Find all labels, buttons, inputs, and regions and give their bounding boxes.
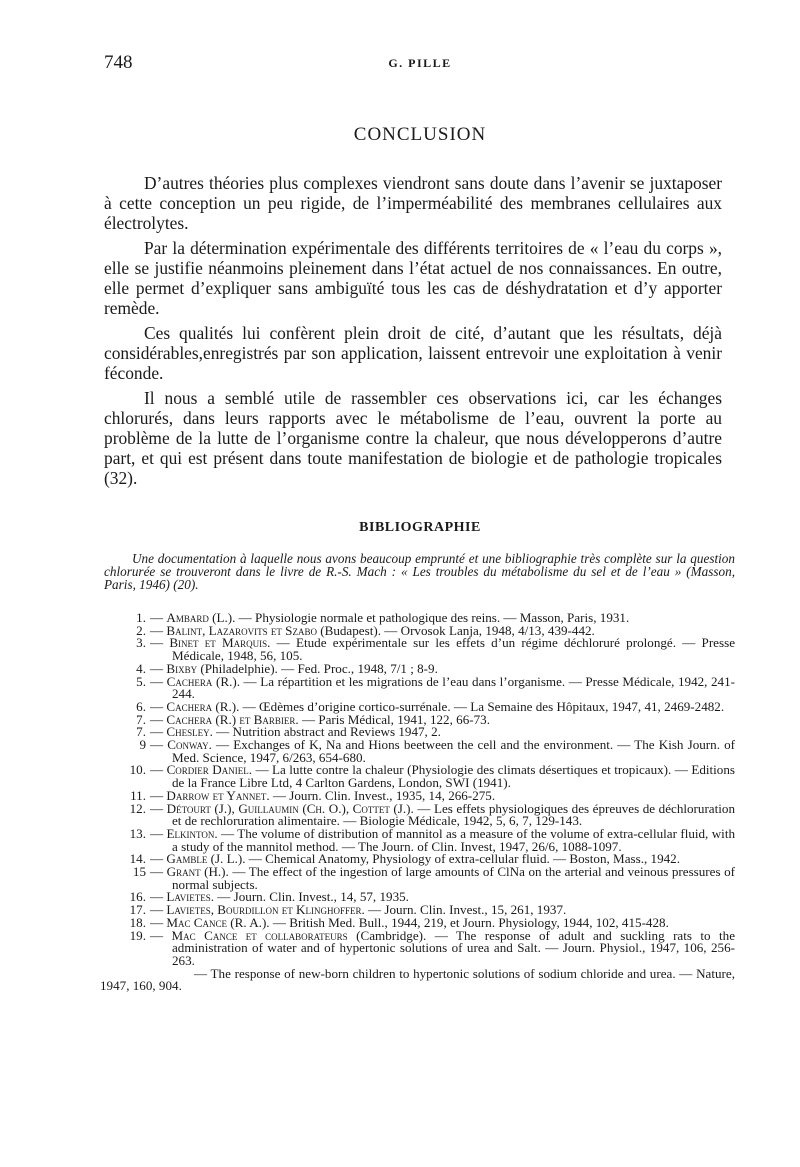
- reference-authors: Cachera (R.) et Barbier.: [166, 711, 299, 727]
- paragraph: Par la détermination expérimentale des différents territoires de « l’eau du corps », elle se justifie néanmoins pleinement dans l’état actuel de nos connaissances. En outre, elle permet d’expliquer sans ambiguïté tous les cas de déshydratation et d’y apporter remède.: [104, 238, 722, 318]
- reference-item: 13. — Elkinton. — The volume of distribution of mannitol as a measure of the volume of extra-cellular fluid, with a study of the mannitol method. — The Journ. of Clin. Invest, 1947, 26/6, 1088-1097.: [100, 828, 735, 853]
- reference-number: 5.: [136, 673, 146, 689]
- paragraph: D’autres théories plus complexes viendront sans doute dans l’avenir se juxtaposer à cette conception un peu rigide, de l’imperméabilité des membranes cellulaires aux électrolytes.: [104, 173, 722, 233]
- reference-text: — The effect of the ingestion of large amounts of ClNa on the arterial and veinous pressures of normal subjects.: [172, 864, 736, 892]
- reference-authors: Elkinton.: [166, 825, 218, 841]
- reference-authors: Détourt (J.), Guillaumin (Ch. O.), Cottet (J.).: [166, 800, 414, 816]
- section-title: CONCLUSION: [353, 124, 487, 145]
- reference-authors: Cachera (R.).: [166, 673, 240, 689]
- reference-item: 4. — Bixby (Philadelphie). — Fed. Proc., 1948, 7/1 ; 8-9.: [100, 663, 735, 676]
- reference-text: — Journ. Clin. Invest., 1935, 14, 266-275.: [269, 787, 496, 803]
- reference-item: 1. — Ambard (L.). — Physiologie normale et pathologique des reins. — Masson, Paris, 1931.: [100, 612, 735, 625]
- page-number: 748: [104, 52, 133, 73]
- reference-number: 6.: [136, 698, 146, 714]
- reference-number: 3.: [136, 635, 146, 651]
- reference-text: — Journ. Clin. Invest., 14, 57, 1935.: [213, 889, 409, 905]
- reference-text: (Philadelphie). — Fed. Proc., 1948, 7/1 ; 8-9.: [197, 660, 438, 676]
- reference-number: 12.: [129, 800, 146, 816]
- reference-number: 9: [139, 737, 146, 753]
- reference-authors: Binet et Marquis.: [169, 635, 271, 651]
- reference-text: — British Med. Bull., 1944, 219, et Journ. Physiology, 1944, 102, 415-428.: [269, 914, 669, 930]
- reference-item: 2. — Balint, Lazarovits et Szabo (Budapest). — Orvosok Lanja, 1948, 4/13, 439-442.: [100, 625, 735, 638]
- reference-authors: Mac Cance et collaborateurs: [171, 927, 348, 943]
- bibliography-intro: Une documentation à laquelle nous avons beaucoup emprunté et une bibliographie très complète sur la question chlorurée se trouveront dans le livre de R.-S. Mach : « Les troubles du métabolisme du sel et de l’eau » (Masson, Paris, 1946) (20).: [104, 551, 735, 592]
- reference-authors: Balint, Lazarovits et Szabo: [166, 622, 317, 638]
- reference-authors: Lavietes.: [166, 889, 214, 905]
- reference-text: — Les effets physiologiques des épreuves de déchloruration et de rechloruration alimentaire. — Biologie Médicale, 1942, 5, 6, 7, 129-143.: [172, 800, 735, 829]
- reference-number: 10.: [129, 762, 146, 778]
- reference-item: 10. — Cordier Daniel. — La lutte contre la chaleur (Physiologie des climats désertiques et tropicaux). — Editions de la France Libre Ltd, 4 Carlton Gardens, London, SWI (1941).: [100, 764, 735, 789]
- reference-number: 1.: [136, 610, 146, 625]
- reference-item: 11. — Darrow et Yannet. — Journ. Clin. Invest., 1935, 14, 266-275.: [100, 790, 735, 803]
- reference-item: 19. — Mac Cance et collaborateurs (Cambridge). — The response of adult and suckling rats to the administration of water and of hypertonic solutions of urea and Salt. — Journ. Physiol., 1947, 106, 256-263.: [100, 930, 735, 968]
- reference-item: 18. — Mac Cance (R. A.). — British Med. Bull., 1944, 219, et Journ. Physiology, 1944, 102, 415-428.: [100, 917, 735, 930]
- reference-text: — La répartition et les migrations de l’eau dans l’organisme. — Presse Médicale, 1942, 241-244.: [172, 673, 735, 702]
- reference-item: 15 — Grant (H.). — The effect of the ingestion of large amounts of ClNa on the arterial and veinous pressures of normal subjects.: [100, 866, 735, 891]
- reference-text: — Nutrition abstract and Reviews 1947, 2.: [212, 724, 441, 740]
- reference-authors: Lavietes, Bourdillon et Klinghoffer.: [166, 902, 365, 918]
- reference-text: — Etude expérimentale sur les effets d’un régime déchloruré prolongé. — Presse Médicale, 1948, 56, 105.: [172, 635, 735, 664]
- reference-text: — Paris Médical, 1941, 122, 66-73.: [298, 711, 490, 727]
- reference-authors: Ambard (L.).: [166, 610, 236, 625]
- reference-text: — Chemical Anatomy, Physiology of extra-cellular fluid. — Boston, Mass., 1942.: [245, 851, 680, 867]
- reference-continuation: — The response of new-born children to hypertonic solutions of sodium chloride and urea. — Nature, 1947, 160, 904.: [100, 965, 735, 994]
- reference-text: (Budapest). — Orvosok Lanja, 1948, 4/13, 439-442.: [316, 622, 595, 638]
- reference-item: 3. — Binet et Marquis. — Etude expérimentale sur les effets d’un régime déchloruré prolongé. — Presse Médicale, 1948, 56, 105.: [100, 637, 735, 662]
- reference-item: 7. — Cachera (R.) et Barbier. — Paris Médical, 1941, 122, 66-73.: [100, 714, 735, 727]
- reference-authors: Darrow et Yannet.: [166, 787, 270, 803]
- reference-number: 7.: [136, 724, 146, 740]
- reference-text: — The volume of distribution of mannitol as a measure of the volume of extra-cellular fluid, with a study of the mannitol method. — The Journ. of Clin. Invest, 1947, 26/6, 1088-1097.: [172, 825, 736, 854]
- paragraph: Il nous a semblé utile de rassembler ces observations ici, car les échanges chlorurés, dans leurs rapports avec le métabolisme de l’eau, ouvrent la porte au problème de la lutte de l’organisme contre la chaleur, que nous développerons d’autre part, et qui est présent dans toute manifestation de biologie et de pathologie tropicales (32).: [104, 388, 722, 488]
- reference-item: 16. — Lavietes. — Journ. Clin. Invest., 14, 57, 1935.: [100, 891, 735, 904]
- reference-number: 17.: [129, 902, 146, 918]
- reference-authors: Cachera (R.).: [166, 698, 240, 714]
- reference-number: 16.: [129, 889, 146, 905]
- reference-number: 19.: [129, 927, 146, 943]
- reference-text: — Physiologie normale et pathologique des reins. — Masson, Paris, 1931.: [235, 610, 630, 625]
- reference-number: 2.: [136, 622, 146, 638]
- reference-item: 6. — Cachera (R.). — Œdèmes d’origine cortico-surrénale. — La Semaine des Hôpitaux, 1947, 41, 2469-2482.: [100, 701, 735, 714]
- reference-item: 9 — Conway. — Exchanges of K, Na and Hions beetween the cell and the environment. — The Kish Journ. of Med. Science, 1947, 6/263, 654-680.: [100, 739, 735, 764]
- reference-authors: Cordier Daniel.: [166, 762, 252, 778]
- reference-item: 14. — Gamble (J. L.). — Chemical Anatomy, Physiology of extra-cellular fluid. — Boston, Mass., 1942.: [100, 853, 735, 866]
- reference-authors: Gamble (J. L.).: [166, 851, 246, 867]
- conclusion-body: [104, 173, 722, 493]
- reference-number: 7.: [136, 711, 146, 727]
- reference-text: — La lutte contre la chaleur (Physiologie des climats désertiques et tropicaux). — Editions de la France Libre Ltd, 4 Carlton Gardens, London, SWI (1941).: [172, 762, 735, 791]
- reference-list: [100, 612, 735, 993]
- paragraph: Ces qualités lui confèrent plein droit de cité, d’autant que les résultats, déjà considérables,enregistrés par son application, laissent entrevoir une exploitation à venir féconde.: [104, 323, 722, 383]
- reference-text: (Cambridge). — The response of adult and suckling rats to the administration of water and of hypertonic solutions of urea and Salt. — Journ. Physiol., 1947, 106, 256-263.: [172, 927, 735, 968]
- running-head: G. PILLE: [388, 56, 452, 70]
- reference-number: 11.: [130, 787, 146, 803]
- reference-number: 18.: [129, 914, 146, 930]
- reference-authors: Bixby: [166, 660, 198, 676]
- reference-number: 4.: [136, 660, 146, 676]
- reference-authors: Grant (H.).: [166, 864, 229, 880]
- reference-authors: Chesley.: [166, 724, 213, 740]
- reference-item: 17. — Lavietes, Bourdillon et Klinghoffer. — Journ. Clin. Invest., 15, 261, 1937.: [100, 904, 735, 917]
- reference-item: 12. — Détourt (J.), Guillaumin (Ch. O.), Cottet (J.). — Les effets physiologiques des épreuves de déchloruration et de rechloruration alimentaire. — Biologie Médicale, 1942, 5, 6, 7, 129-143.: [100, 803, 735, 828]
- reference-authors: Mac Cance (R. A.).: [166, 914, 270, 930]
- bibliography-title: BIBLIOGRAPHIE: [359, 520, 481, 535]
- reference-number: 15: [132, 864, 146, 880]
- reference-number: 13.: [129, 825, 146, 841]
- reference-text: — Journ. Clin. Invest., 15, 261, 1937.: [364, 902, 567, 918]
- reference-number: 14.: [129, 851, 146, 867]
- reference-item: 7. — Chesley. — Nutrition abstract and Reviews 1947, 2.: [100, 726, 735, 739]
- reference-text: — Œdèmes d’origine cortico-surrénale. — La Semaine des Hôpitaux, 1947, 41, 2469-2482.: [239, 698, 725, 714]
- reference-item: 5. — Cachera (R.). — La répartition et les migrations de l’eau dans l’organisme. — Presse Médicale, 1942, 241-244.: [100, 676, 735, 701]
- reference-text: — Exchanges of K, Na and Hions beetween the cell and the environment. — The Kish Journ. of Med. Science, 1947, 6/263, 654-680.: [172, 737, 736, 765]
- reference-authors: Conway.: [167, 737, 212, 753]
